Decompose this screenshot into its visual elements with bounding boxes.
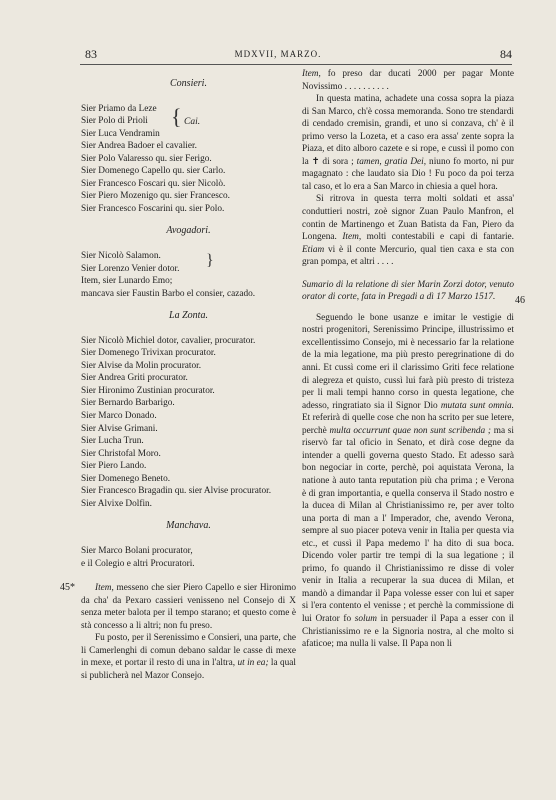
italic-text: ut in ea; xyxy=(235,658,269,669)
list-item: Sier Lorenzo Venier dotor. xyxy=(81,263,180,274)
list-item: Sier Piero Lando. xyxy=(81,461,147,472)
list-item: mancava sier Faustin Barbo el consier, cazado. xyxy=(81,288,256,299)
italic-text: Item, xyxy=(336,232,362,243)
avogadori-list xyxy=(81,250,296,300)
page-number-right: 84 xyxy=(500,47,512,61)
italic-text: Item, xyxy=(95,583,114,594)
paragraph-relatione xyxy=(302,312,514,651)
list-item: Sier Domenego Trivixan procurator. xyxy=(81,348,216,359)
paragraph-text: Fu posto, per il Serenissimo e Consieri, una parte, che li Camerlenghi di comun debano saldar le casse di mexe in mexe, et portar il resto di una in l'altra, xyxy=(81,633,296,669)
paragraph-text: niuno fo morto, ni pur magagnato : che laudato sia Dio ! Fu poco da poi terza tal caso, et lo era a San Marco in chiesia a quel hora. xyxy=(302,156,514,192)
left-column xyxy=(81,68,296,682)
paragraph-text: la qual si publicherà nel Mazor Consejo. xyxy=(81,658,296,681)
paragraph-text: vi è il conte Mercurio, qual tien caxa e sta con gran pompa, et altri . . . . xyxy=(302,244,514,268)
avogadori-heading: Avogadori. xyxy=(166,225,211,237)
paragraph-text: In questa matina, achadete una cossa sopra la piaza di San Marco, ch'è cossa memoranda. Sono tre stendardi di cendado cremisin, grandi, et uno si conzava, ch' è il primo verso la Lozeta, et a caso era assa' zente sopra la Piaza, et dito alboro cazete e si rope, e cussì il pomo con la ✝ di sora ; xyxy=(302,94,514,167)
paragraph-text: in persuader il Papa a esser con il Christianissimo re e la Signoria nostra, al che molto si afaticoe; ma nulla li valse. Il Papa non li xyxy=(302,613,514,650)
paragraph-text: ma si riservò far tal oficio in Senato, et dirà cose degne da intender a quelli governa questo Stado. Et adesso sarà bon negociar in corte, perchè, poi aquistata Verona, la natione à auto tanta reputation più cha prima ; e Verona è di gran importantia, e quella conserva il Stado nostro e la ducea di Milan al Christianissimo re, per aver tolto una porta di man a l' Imperador, che, avendo Verona, sempre al suo piacer poteva venir in Italia per questa via etc., et cussì il Papa medemo l' ha dito di sua boca. Dicendo voler partir tre tempi di la sua legatione ; il primo, fo quando il Christianissimo re disse di voler venir in Italia a recuperar la sua ducea di Milan, et mandò a dimandar il Papa volesse esser con lui et saper si l'era contento el venisse ; et perchè la commissione di lui Orator fo xyxy=(302,425,514,624)
list-item: Sier Andrea Badoer el cavalier. xyxy=(81,141,197,152)
margin-note-45: 45* xyxy=(60,582,75,593)
paragraph-piaza xyxy=(302,93,514,193)
paragraph-text: Si ritrova in questa terra molti soldati et assa' conduttieri nostri, zoè signor Zuan Paulo Manfron, el contin de Martinengo et Zuan Batista da Fan, Piero da Longena. xyxy=(302,194,514,243)
list-item: Sier Hironimo Zustinian procurator. xyxy=(81,385,215,396)
italic-text: mutata sunt omnia. xyxy=(437,400,514,411)
list-item: Sier Marco Bolani procurator, xyxy=(81,545,193,556)
list-item: Sier Nicolò Salamon. xyxy=(81,251,161,262)
list-item: Sier Alvixe Dolfin. xyxy=(81,498,153,509)
paragraph-item xyxy=(81,582,296,632)
paragraph-text: fo preso dar ducati 2000 per pagar Monte Novissimo . . . . . . . . . . xyxy=(302,69,514,92)
list-item: Sier Marco Donado. xyxy=(81,411,157,422)
list-item: Sier Priamo da Leze xyxy=(81,103,157,114)
header-rule xyxy=(80,64,512,65)
list-item: Sier Polo Valaresso qu. sier Ferigo. xyxy=(81,153,212,164)
summary-title: Sumario di la relatione di sier Marin Zorzi dotor, venuto orator di corte, fata in Pregadi a dì 17 Marzo 1517. xyxy=(302,279,514,303)
list-item: Sier Nicolò Michiel dotor, cavalier, procurator. xyxy=(81,335,256,346)
page-number-left: 83 xyxy=(85,47,97,61)
manchava-heading: Manchava. xyxy=(166,520,211,532)
list-item: Sier Francesco Bragadin qu. sier Alvise procurator. xyxy=(81,486,272,497)
list-item: Sier Domenego Beneto. xyxy=(81,473,171,484)
paragraph-text: molti contestabili e capi di fantarie. xyxy=(361,232,514,243)
list-item: Sier Luca Vendramin xyxy=(81,128,160,139)
list-item: Sier Polo di Prioli xyxy=(81,116,148,127)
zonta-list xyxy=(81,335,296,511)
list-item: Sier Christofal Moro. xyxy=(81,448,161,459)
paragraph-text: messeno che sier Piero Capello e sier Hironimo da cha' da Pexaro cassieri venisseno nel Consejo di X senza meter balota per il tempo starano; et questo come è stà concesso a li altri; non fu preso. xyxy=(81,583,296,631)
paragraph-text: Et referirà di quelle cose che non ha scrito per sue letere, perchè xyxy=(302,413,514,436)
list-item: Sier Bernardo Barbarigo. xyxy=(81,398,175,409)
paragraph-text: Seguendo le bone usanze e imitar le vestigie di nostri progenitori, Serenissimo Principe, illustrissimo et excellentissimo Consejo, mi è necessario far la relatione de la mia legatione, ma più presto peregrinatione di do anni. Et cussì come eri il clarissimo Griti fece relatione di alegreza et quisto, cussì lui farà più presto di tristeza per li mali tempi hanno corso in questa legatione, che adesso, ringratiato sia il Signor Dio xyxy=(302,312,514,411)
right-column xyxy=(302,68,514,651)
list-item: Sier Andrea Griti procurator. xyxy=(81,373,188,384)
consieri-list xyxy=(81,103,296,216)
italic-text: Etiam xyxy=(302,244,325,255)
brace-icon: } xyxy=(206,252,214,270)
brace-icon: { xyxy=(171,103,182,129)
consieri-heading: Consieri. xyxy=(170,78,207,89)
italic-text: solum xyxy=(351,613,377,624)
list-item: Sier Domenego Capello qu. sier Carlo. xyxy=(81,166,226,177)
list-item: Sier Piero Mozenigo qu. sier Francesco. xyxy=(81,191,230,202)
cai-label: Cai. xyxy=(184,116,201,127)
paragraph-soldati xyxy=(302,193,514,268)
italic-text: tamen, gratia Dei, xyxy=(353,156,427,167)
manchava-list xyxy=(81,545,296,570)
italic-text: multa occurrunt quae non sunt scribenda ; xyxy=(326,425,491,436)
list-item: Sier Alvise Grimani. xyxy=(81,423,158,434)
list-item: e il Colegio e altri Procuratori. xyxy=(81,558,195,569)
margin-note-46: 46 xyxy=(515,295,525,306)
zonta-heading: La Zonta. xyxy=(169,310,208,322)
list-item: Sier Lucha Trun. xyxy=(81,436,144,447)
italic-text: Item, xyxy=(302,69,321,79)
list-item: Sier Alvise da Molin procurator. xyxy=(81,360,202,371)
running-head: MDXVII, MARZO. xyxy=(234,49,322,59)
paragraph-item xyxy=(302,68,514,93)
list-item: Sier Francesco Foscarini qu. sier Polo. xyxy=(81,203,225,214)
list-item: Item, sier Lunardo Emo; xyxy=(81,276,173,287)
list-item: Sier Francesco Foscari qu. sier Nicolò. xyxy=(81,178,226,189)
paragraph-fu-posto xyxy=(81,632,296,682)
